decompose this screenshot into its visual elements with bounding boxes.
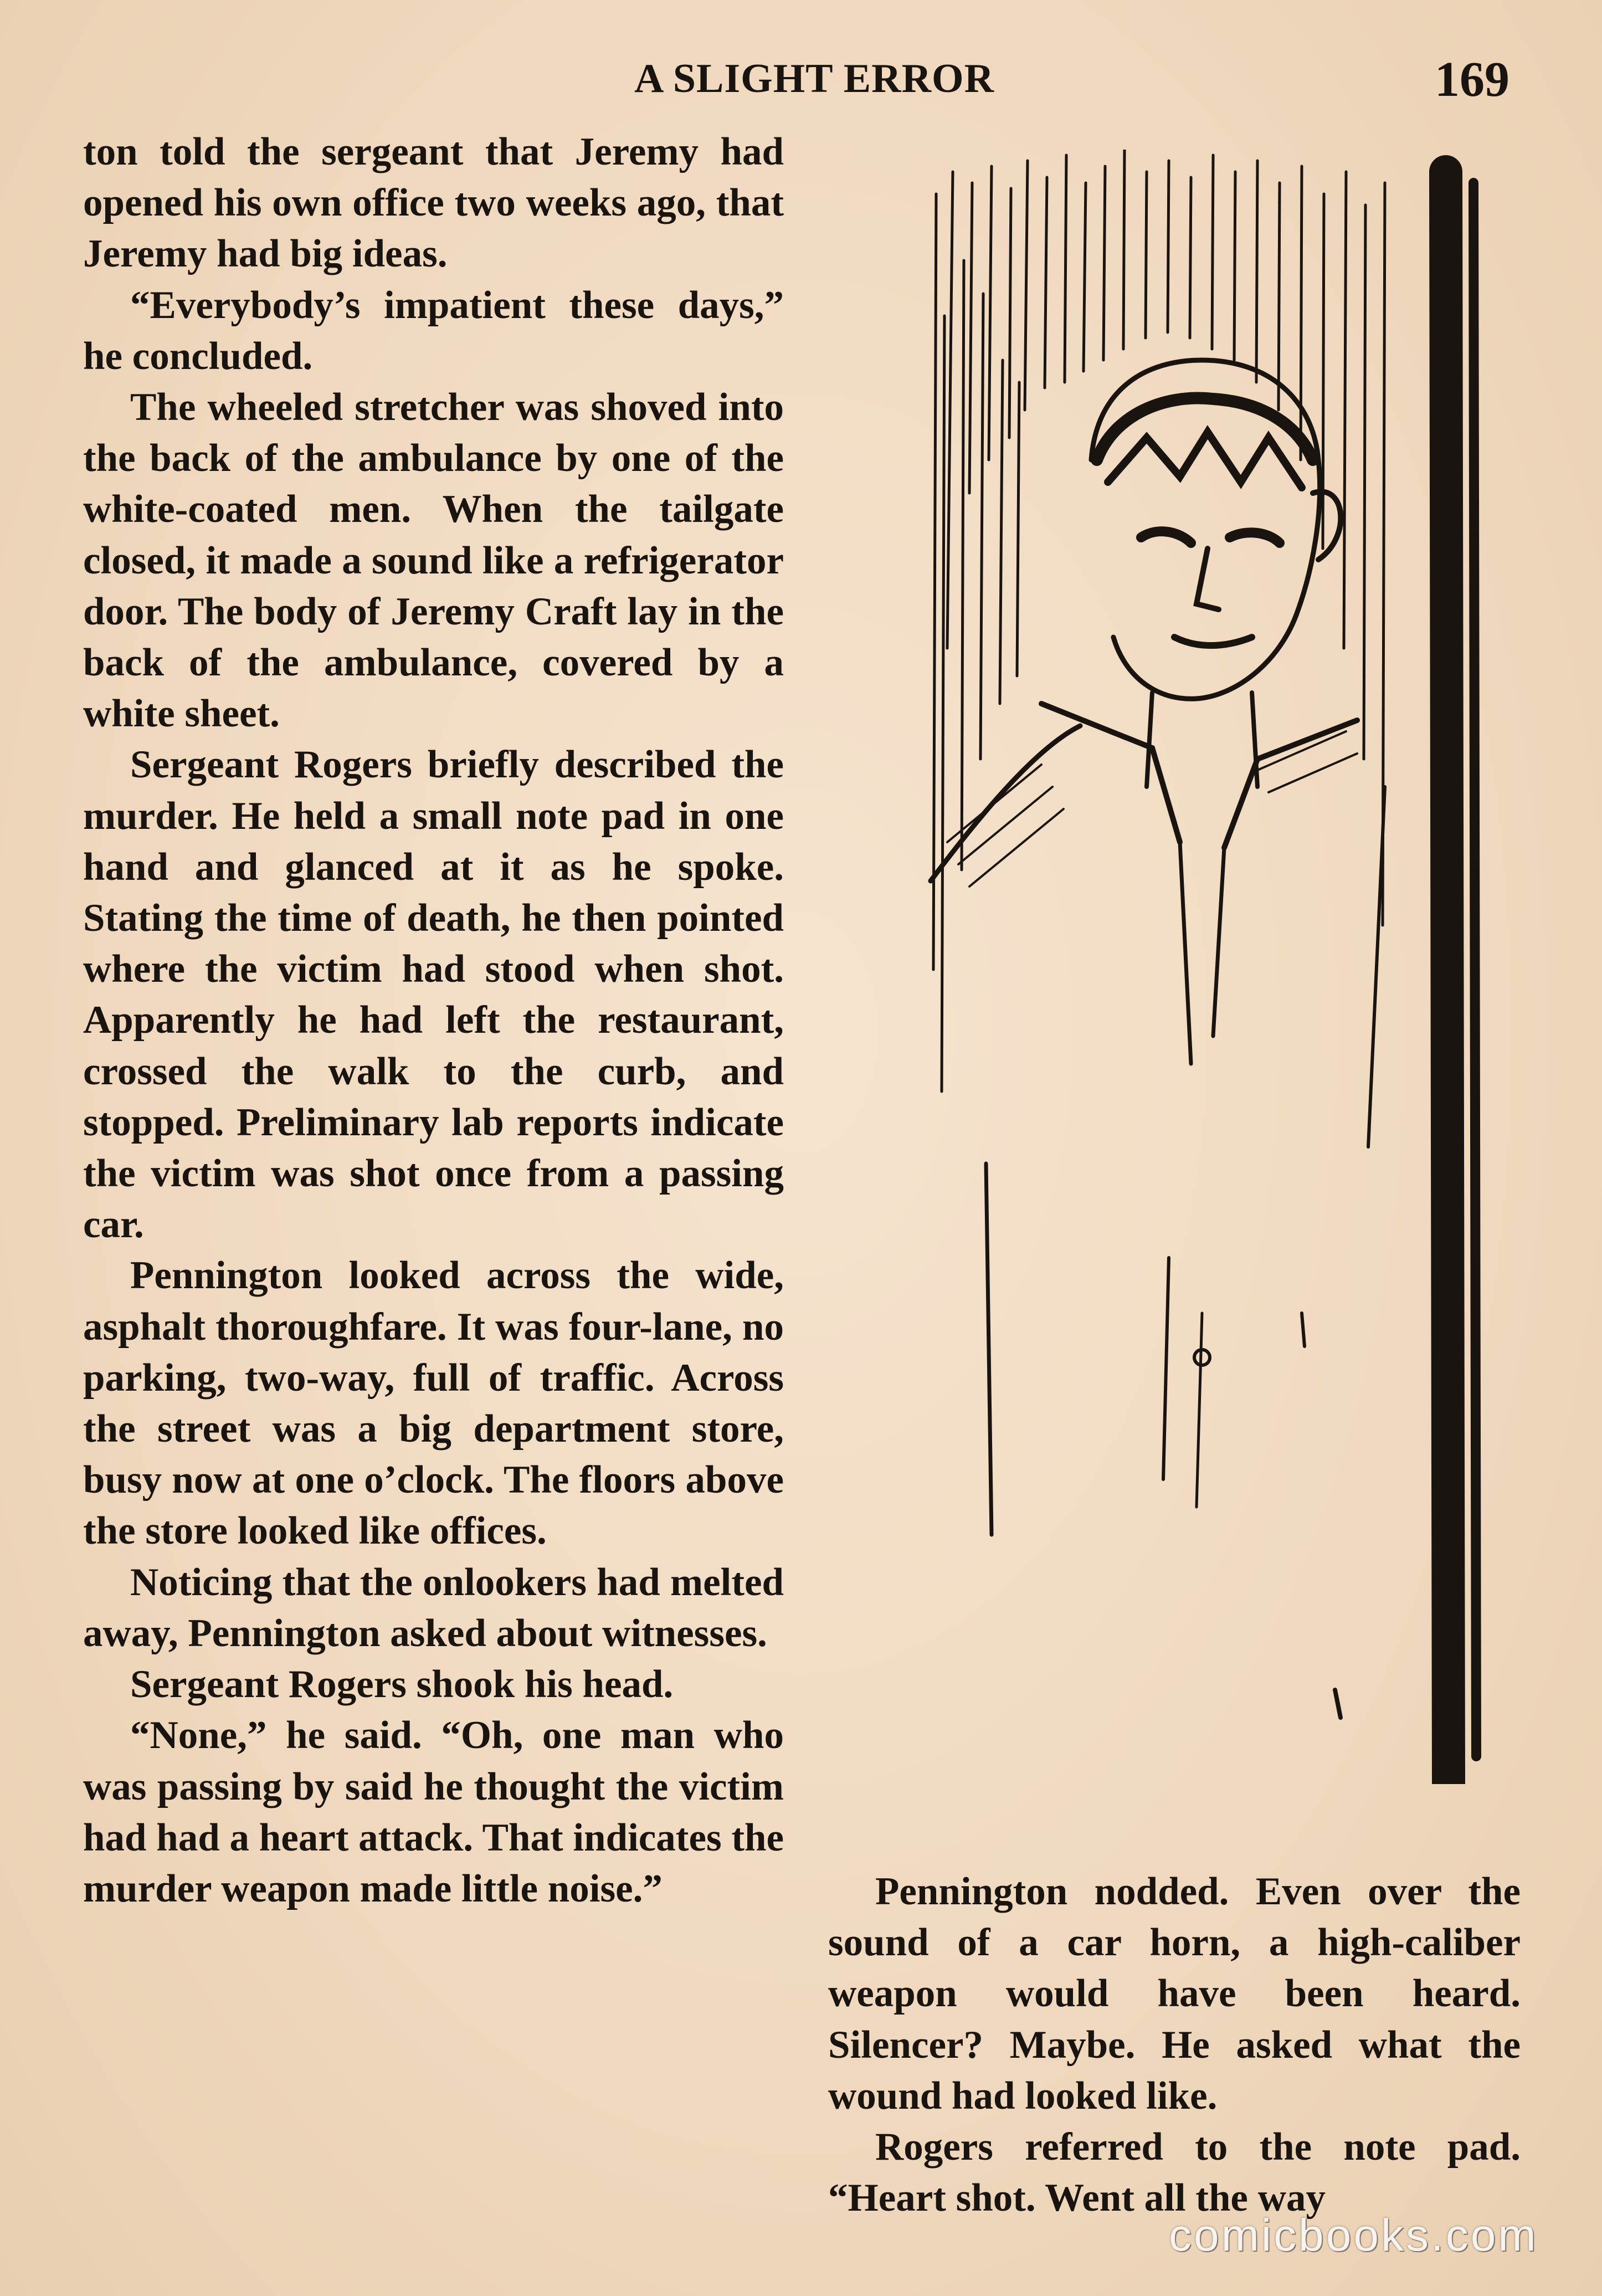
paragraph: Pennington nodded. Even over the sound of a car horn, a high-caliber weapon would have been heard. Silencer? Maybe. He asked what the wound had looked like. — [828, 1870, 1521, 2118]
sketch-drawing — [914, 150, 1507, 1784]
page-number: 169 — [1435, 52, 1509, 107]
paragraph: “Everybody’s impatient these days,” he concluded. — [83, 283, 784, 378]
paragraph: “None,” he said. “Oh, one man who was passing by said he thought the victim had had a heart attack. That indicates the murder weapon made little noise.” — [83, 1714, 784, 1910]
site-watermark: comicbooks.com — [1169, 2210, 1538, 2261]
paragraph: Sergeant Rogers shook his head. — [130, 1663, 674, 1706]
paragraph: Sergeant Rogers briefly described the murder. He held a small note pad in one hand and glanced at it as he spoke. Stating the time of death, he then pointed where the victim had stood when shot. Apparently he had left the restaurant, crossed the walk to the curb, and stopped. Preliminary lab reports indicate the victim was shot once from a passing car. — [83, 743, 784, 1247]
left-text-column — [83, 126, 784, 1914]
running-header-title: A SLIGHT ERROR — [634, 56, 995, 101]
paragraph: The wheeled stretcher was shoved into the back of the ambulance by one of the white-coated men. When the tailgate closed, it made a sound like a refrigerator door. The body of Jeremy Craft lay in the back of the ambulance, covered by a white sheet. — [83, 386, 784, 736]
paragraph: Rogers referred to the note pad. “Heart shot. Went all the way — [828, 2125, 1521, 2220]
paragraph: Pennington looked across the wide, asphalt thoroughfare. It was four-lane, no parking, two-way, full of traffic. Across the street was a big department store, busy now at one o’clock. The floors above the store looked like offices. — [83, 1254, 784, 1553]
paragraph: ton told the sergeant that Jeremy had opened his own office two weeks ago, that Jeremy had big ideas. — [83, 130, 784, 276]
man-sketch-illustration — [914, 150, 1507, 1784]
right-text-column — [828, 1866, 1521, 2223]
paragraph: Noticing that the onlookers had melted away, Pennington asked about witnesses. — [83, 1560, 784, 1655]
